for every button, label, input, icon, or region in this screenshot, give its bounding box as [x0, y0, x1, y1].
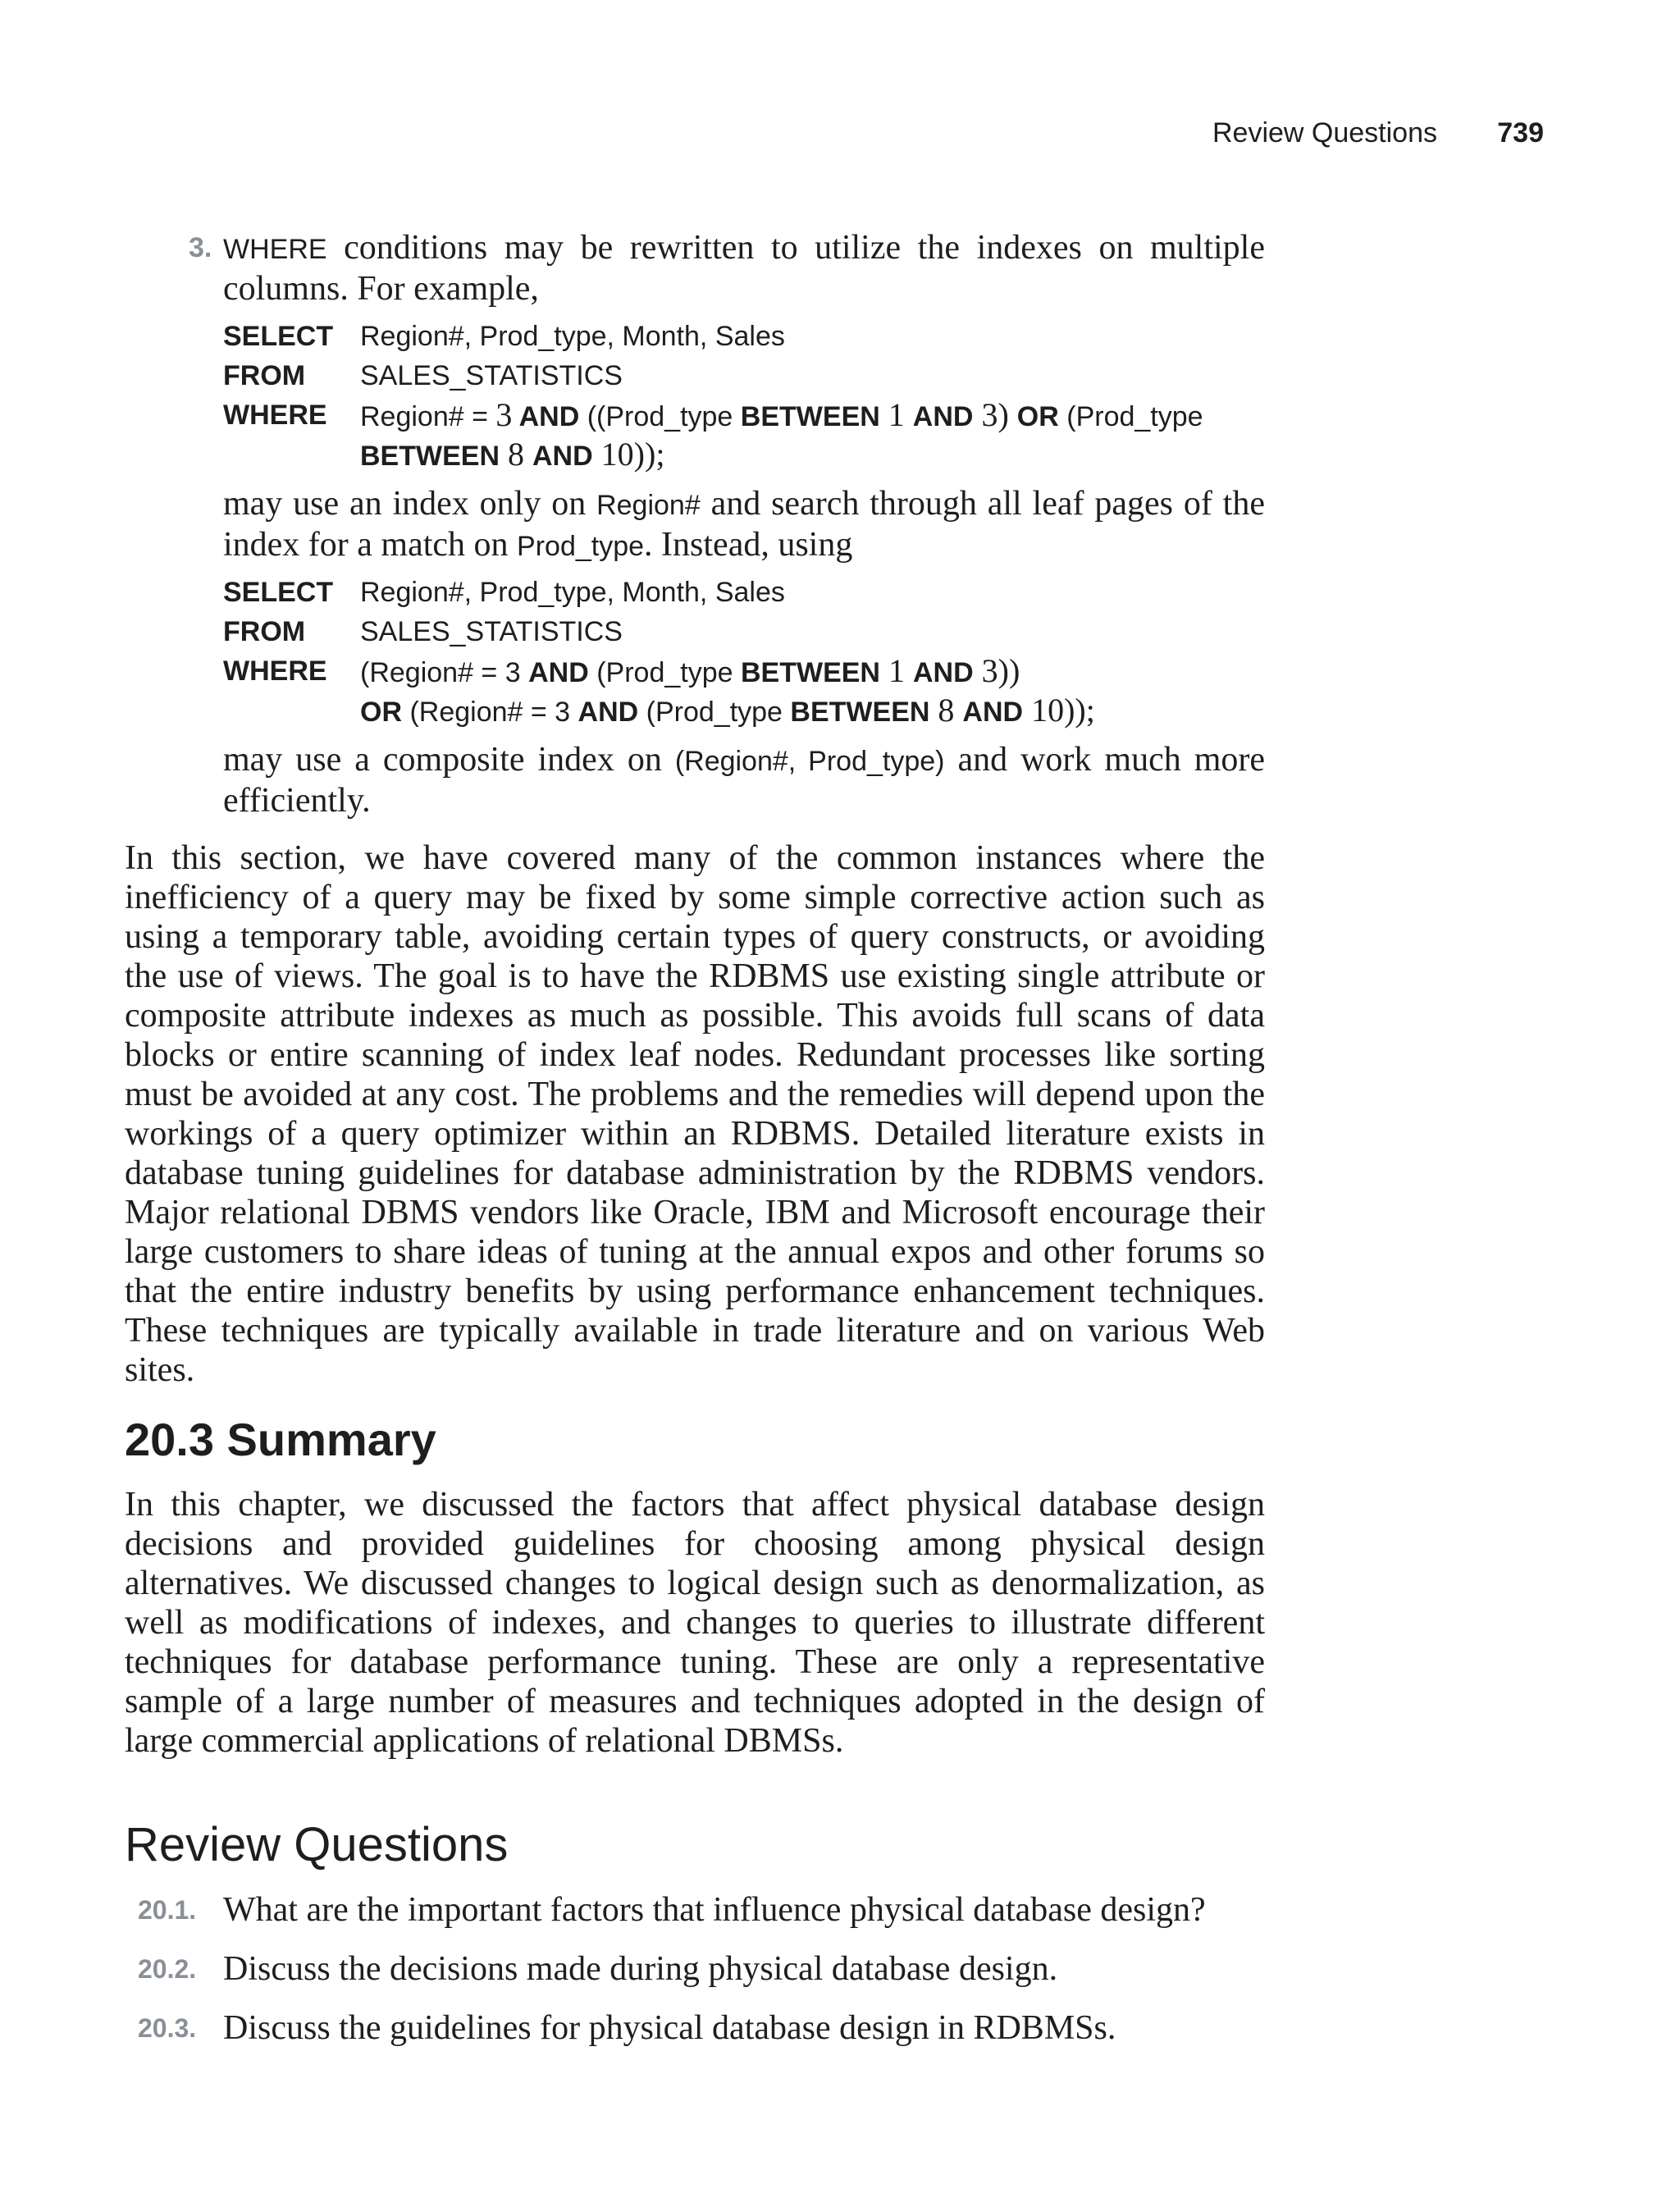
cond-num: 10));	[592, 436, 665, 473]
sql-example-1	[223, 317, 1265, 474]
cond-num: 1	[879, 396, 913, 433]
cond-or: OR	[1016, 401, 1059, 432]
summary-heading: 20.3 Summary	[125, 1414, 436, 1465]
review-question-number: 20.1.	[138, 1895, 197, 1925]
cond-and: AND	[528, 657, 589, 688]
column-name: Region#	[596, 490, 701, 521]
review-question-item	[138, 1890, 1286, 1930]
sql-select-keyword: SELECT	[223, 321, 334, 352]
sql-select-columns: Region#, Prod_type, Month, Sales	[360, 321, 785, 352]
review-question-text: Discuss the decisions made during physical database design.	[223, 1950, 1058, 1988]
sql-where-row	[223, 395, 1265, 435]
cond-num: 1	[879, 652, 913, 689]
cond-and: AND	[912, 401, 974, 432]
cond-text: (Prod_type	[588, 657, 741, 688]
cond-and: AND	[532, 441, 593, 472]
text-run: and work much more efficiently.	[223, 741, 1265, 820]
cond-and: AND	[962, 697, 1024, 728]
sql-from-table: SALES_STATISTICS	[360, 616, 623, 647]
review-question-text: Discuss the guidelines for physical database design in RDBMSs.	[223, 2009, 1116, 2047]
sql-example-2	[223, 573, 1265, 730]
sql-select-columns: Region#, Prod_type, Month, Sales	[360, 577, 785, 608]
intro-text: conditions may be rewritten to utilize the indexes on multiple columns. For example,	[223, 229, 1265, 308]
sql-where-keyword: WHERE	[223, 656, 327, 687]
sql-from-row	[223, 356, 1265, 395]
review-question-item	[138, 2008, 1286, 2048]
cond-num: 3))	[973, 652, 1020, 689]
review-question-item	[138, 1949, 1286, 1989]
list-item-number: 3.	[189, 232, 212, 263]
cond-text: Region# =	[360, 401, 496, 432]
sql-select-keyword: SELECT	[223, 577, 334, 608]
sql-where-condition-line1	[360, 651, 1020, 692]
sql-select-row	[223, 317, 1265, 356]
sql-where-continuation	[223, 435, 1265, 474]
cond-num: 8	[500, 436, 532, 473]
cond-and: AND	[512, 401, 587, 432]
cond-between: BETWEEN	[740, 401, 880, 432]
cond-and: AND	[912, 657, 974, 688]
review-question-text: What are the important factors that influence physical database design?	[223, 1891, 1206, 1929]
text-run: may use a composite index on	[223, 741, 675, 779]
cond-text: (Region# = 3	[402, 697, 578, 728]
review-question-number: 20.2.	[138, 1954, 197, 1984]
composite-index-columns: (Region#, Prod_type)	[674, 746, 945, 777]
cond-num: 8	[929, 692, 963, 729]
list-item-intro	[223, 228, 1265, 308]
cond-text: ((Prod_type	[587, 401, 741, 432]
explanation-paragraph-1	[223, 484, 1265, 566]
cond-between: BETWEEN	[790, 697, 930, 728]
sql-from-table: SALES_STATISTICS	[360, 360, 623, 391]
section-closing-paragraph: In this section, we have covered many of the common instances where the inefficiency of a query may be fixed by some simple corrective action such as using a temporary table, avoiding certain types of query constructs, or avoiding the use of views. The goal is to have the RDBMS use existing single attribute or composite attribute indexes as much as possible. This avoids full scans of data blocks or entire scanning of index leaf nodes. Redundant processes like sorting must be avoided at any cost. The problems and the remedies will depend upon the workings of a query optimizer within an RDBMS. Detailed literature exists in database tuning guidelines for database administration by the RDBMS vendors. Major relational DBMS vendors like Oracle, IBM and Microsoft encourage their large customers to share ideas of tuning at the annual expos and other forums so that the entire industry benefits by using performance enhancement techniques. These techniques are typically available in trade literature and on various Web sites.	[125, 839, 1265, 1389]
sql-where-keyword: WHERE	[223, 400, 327, 431]
review-question-number: 20.3.	[138, 2013, 197, 2043]
cond-text: (Region# = 3	[360, 657, 529, 688]
cond-num: 3	[495, 396, 513, 433]
cond-or: OR	[360, 697, 402, 728]
sql-where-condition-line2	[360, 691, 1095, 732]
sql-where-row	[223, 651, 1265, 691]
cond-between: BETWEEN	[360, 441, 500, 472]
column-name: Prod_type	[517, 531, 645, 562]
cond-text: (Prod_type	[638, 697, 791, 728]
running-head-title: Review Questions	[1212, 117, 1437, 148]
sql-from-keyword: FROM	[223, 360, 306, 391]
sql-where-continuation	[223, 691, 1265, 730]
sql-where-condition-line2	[360, 435, 664, 476]
summary-paragraph: In this chapter, we discussed the factors that affect physical database design decisions and provided guidelines for choosing among physical design alternatives. We discussed changes to logical design such as denormalization, as well as modifications of indexes, and changes to queries to illustrate different techniques for database performance tuning. These are only a representative sample of a large number of measures and techniques adopted in the design of large commercial applications of relational DBMSs.	[125, 1486, 1265, 1760]
cond-num: 10));	[1023, 692, 1095, 729]
sql-where-condition-line1	[360, 395, 1203, 436]
sql-select-row	[223, 573, 1265, 612]
cond-and: AND	[578, 697, 639, 728]
text-run: . Instead, using	[644, 526, 853, 564]
sql-from-row	[223, 612, 1265, 651]
explanation-paragraph-2	[223, 740, 1265, 820]
cond-text: (Prod_type	[1058, 401, 1203, 432]
where-keyword: WHERE	[223, 234, 327, 265]
text-run: and search through all leaf pages of the index for a match on	[223, 485, 1265, 564]
running-head	[0, 117, 1680, 158]
cond-num: 3)	[973, 396, 1017, 433]
page-number: 739	[1497, 117, 1544, 148]
cond-between: BETWEEN	[740, 657, 880, 688]
text-run: may use an index only on	[223, 485, 597, 523]
review-questions-heading: Review Questions	[125, 1818, 509, 1871]
sql-from-keyword: FROM	[223, 616, 306, 647]
